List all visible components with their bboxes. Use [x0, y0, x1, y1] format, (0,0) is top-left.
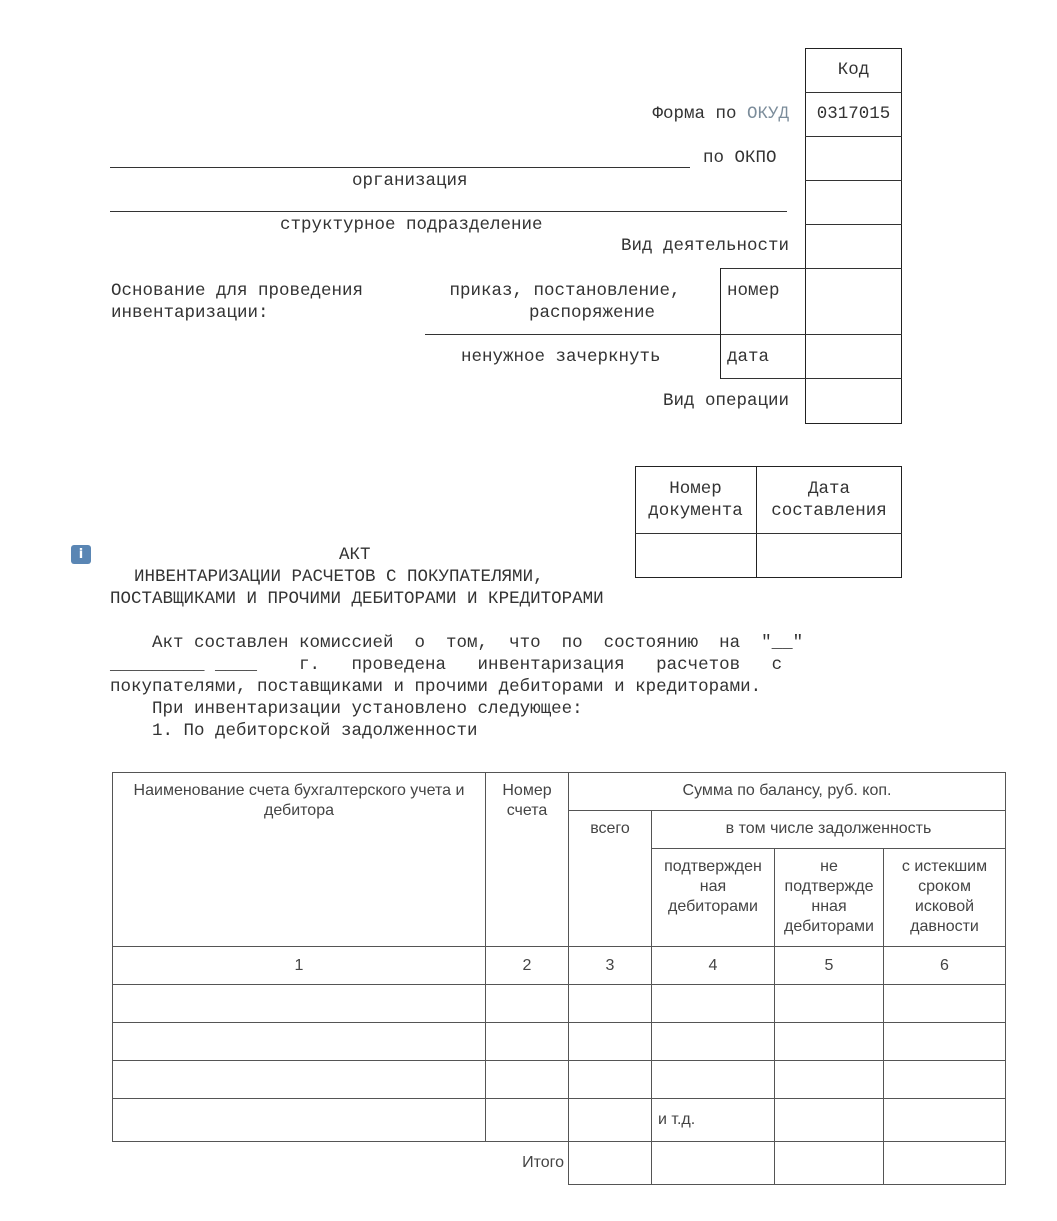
table-cell[interactable]	[884, 1099, 1006, 1142]
header-account-number: Номер счета	[486, 773, 569, 947]
doc-number-header-line2: документа	[648, 501, 743, 521]
activity-label: Вид деятельности	[620, 236, 789, 256]
doc-number-header-line1: Номер	[669, 479, 722, 499]
table-cell[interactable]	[569, 1099, 652, 1142]
table-cell[interactable]	[775, 1099, 884, 1142]
table-cell[interactable]	[486, 985, 569, 1023]
table-cell[interactable]	[884, 985, 1006, 1023]
body-line2: _________ ____ г. проведена инвентаризация расчетов с	[110, 655, 783, 675]
codes-divider	[720, 334, 902, 335]
header-confirmed: подтвержден ная дебиторами	[652, 849, 775, 947]
total-spacer	[113, 1142, 486, 1185]
codes-divider	[720, 378, 902, 379]
doc-date-header-line2: составления	[771, 501, 887, 521]
table-cell[interactable]	[652, 1061, 775, 1099]
table-cell[interactable]	[486, 1099, 569, 1142]
table-cell[interactable]	[113, 1099, 486, 1142]
header-not-confirmed: не подтвержде нная дебиторами	[775, 849, 884, 947]
table-row	[113, 1099, 1006, 1142]
table-row	[113, 1023, 1006, 1061]
operation-label: Вид операции	[662, 391, 789, 411]
body-line5: 1. По дебиторской задолженности	[110, 721, 478, 741]
column-number: 6	[884, 947, 1006, 985]
table-cell[interactable]	[569, 1023, 652, 1061]
codes-divider	[720, 268, 902, 269]
organization-line	[110, 167, 690, 168]
header-account-name: Наименование счета бухгалтерского учета и дебитора	[113, 773, 486, 947]
total-label: Итого	[522, 1154, 564, 1172]
okud-code-value: 0317015	[816, 104, 891, 124]
table-cell[interactable]	[569, 1061, 652, 1099]
header-expired: с истекшим сроком исковой давности	[884, 849, 1006, 947]
info-icon[interactable]: i	[71, 545, 91, 564]
codes-divider	[805, 92, 902, 93]
codes-divider	[805, 136, 902, 137]
table-row	[113, 985, 1006, 1023]
table-cell[interactable]	[652, 985, 775, 1023]
table-cell[interactable]	[884, 1023, 1006, 1061]
table-cell[interactable]	[113, 985, 486, 1023]
table-cell[interactable]	[652, 1023, 775, 1061]
cross-out-note: ненужное зачеркнуть	[461, 347, 661, 367]
column-number: 2	[486, 947, 569, 985]
table-cell[interactable]	[569, 985, 652, 1023]
total-cell[interactable]	[652, 1142, 775, 1185]
doc-types-line2: распоряжение	[528, 303, 656, 323]
body-line3: покупателями, поставщиками и прочими дебиторами и кредиторами.	[110, 677, 762, 697]
number-label: номер	[727, 281, 780, 301]
header-including: в том числе задолженность	[652, 811, 1006, 849]
doc-types-line1: приказ, постановление,	[449, 281, 681, 301]
header-total: всего	[569, 811, 652, 947]
subdivision-label: структурное подразделение	[280, 215, 543, 235]
date-label: дата	[727, 347, 770, 367]
header-balance-sum: Сумма по балансу, руб. коп.	[569, 773, 1006, 811]
table-cell[interactable]	[486, 1023, 569, 1061]
okud-accent: ОКУД	[746, 104, 789, 124]
table-cell[interactable]	[113, 1061, 486, 1099]
basis-label-line2: инвентаризации:	[111, 303, 269, 323]
total-cell[interactable]	[569, 1142, 652, 1185]
etc-text: и т.д.	[652, 1099, 775, 1142]
total-row	[113, 1142, 1006, 1185]
okud-label	[500, 103, 789, 125]
doc-types-line	[425, 334, 720, 335]
codes-divider	[805, 224, 902, 225]
table-cell[interactable]	[775, 985, 884, 1023]
doc-box-divider-horizontal	[635, 533, 902, 534]
organization-label: организация	[352, 171, 468, 191]
subdivision-line	[110, 211, 787, 212]
title-line3: ПОСТАВЩИКАМИ И ПРОЧИМИ ДЕБИТОРАМИ И КРЕДИТОРАМИ	[110, 589, 604, 609]
table-cell[interactable]	[775, 1023, 884, 1061]
column-number: 5	[775, 947, 884, 985]
column-number-row	[113, 947, 1006, 985]
basis-label-line1: Основание для проведения	[111, 281, 364, 301]
table-cell[interactable]	[775, 1061, 884, 1099]
body-line1: Акт составлен комиссией о том, что по состоянию на "__"	[110, 633, 804, 653]
body-line4: При инвентаризации установлено следующее:	[110, 699, 583, 719]
column-number: 3	[569, 947, 652, 985]
total-cell[interactable]	[884, 1142, 1006, 1185]
table-row	[113, 1061, 1006, 1099]
title-line1: АКТ	[339, 545, 371, 565]
codes-divider	[805, 180, 902, 181]
doc-date-header-line1: Дата	[807, 479, 850, 499]
okud-prefix: Форма по	[652, 104, 747, 124]
title-line2: ИНВЕНТАРИЗАЦИИ РАСЧЕТОВ С ПОКУПАТЕЛЯМИ,	[134, 567, 544, 587]
total-cell[interactable]	[775, 1142, 884, 1185]
okpo-label: по ОКПО	[703, 148, 777, 168]
receivables-table	[112, 772, 1006, 1185]
table-cell[interactable]	[486, 1061, 569, 1099]
column-number: 4	[652, 947, 775, 985]
table-cell[interactable]	[884, 1061, 1006, 1099]
column-number: 1	[113, 947, 486, 985]
codes-header: Код	[837, 60, 870, 80]
table-cell[interactable]	[113, 1023, 486, 1061]
